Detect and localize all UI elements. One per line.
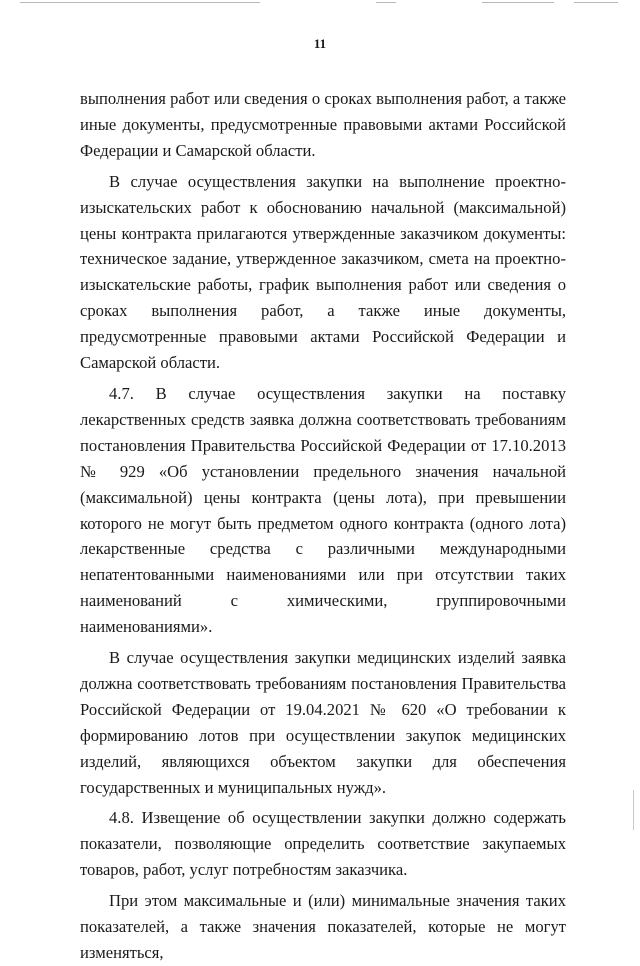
paragraph: 4.8. Извещение об осуществлении закупки должно содержать показатели, позволяющие определить соответствие закупаемых товаров, работ, услуг потребностям заказчика. xyxy=(80,808,566,880)
paragraph: В случае осуществления закупки медицинских изделий заявка должна соответствовать требованиям постановления Правительства Российской Федерации от 19.04.2021 № 620 «О требовании к формированию лотов при осуществлении закупок медицинских изделий, являющихся объектом закупки для обеспечения государственных и муниципальных нужд». xyxy=(80,648,566,797)
paragraph: При этом максимальные и (или) минимальные значения таких показателей, а также значения показателей, которые не могут изменяться, xyxy=(80,891,566,962)
scan-artifact xyxy=(574,2,618,3)
body-text xyxy=(80,86,566,966)
scan-artifact xyxy=(482,2,554,3)
paragraph: выполнения работ или сведения о сроках выполнения работ, а также иные документы, предусмотренные правовыми актами Российской Федерации и Самарской области. xyxy=(80,89,566,160)
page-number: 11 xyxy=(313,36,327,51)
paragraph: 4.7. В случае осуществления закупки на поставку лекарственных средств заявка должна соответствовать требованиям постановления Правительства Российской Федерации от 17.10.2013 № 929 «Об установлении предельного значения начальной (максимальной) цены контракта (цены лота), при превышении которого не могут быть предметом одного контракта (одного лота) лекарственные средства с различными международными непатентованными наименованиями или при отсутствии таких наименований с химическими, группировочными наименованиями». xyxy=(80,383,566,637)
scan-artifact xyxy=(20,2,260,3)
scan-artifact xyxy=(633,790,634,830)
scan-artifact xyxy=(376,2,396,3)
paragraph: В случае осуществления закупки на выполнение проектно-изыскательских работ к обоснованию начальной (максимальной) цены контракта прилагаются утвержденные заказчиком документы: техническое задание, утвержденное заказчиком, смета на проектно-изыскательские работы, график выполнения работ или сведения о сроках выполнения работ, а также иные документы, предусмотренные правовыми актами Российской Федерации и Самарской области. xyxy=(80,171,566,373)
